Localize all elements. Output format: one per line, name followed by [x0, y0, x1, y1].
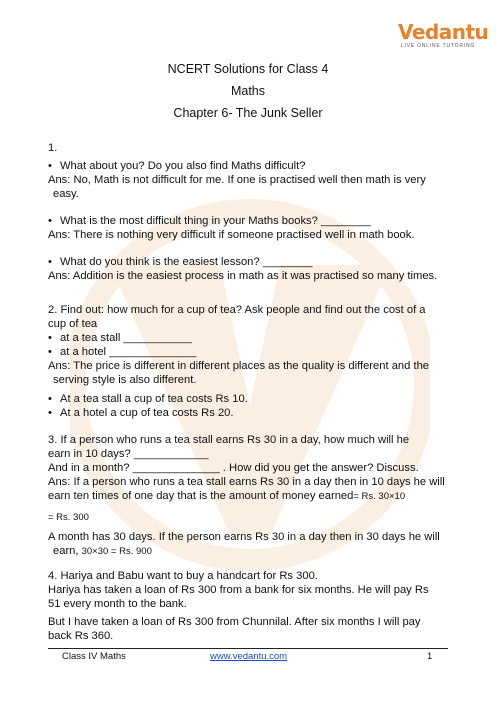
q3-a2-text: earn ten times of one day that is the amount of money earned — [48, 490, 354, 502]
q2-answer-1: Ans: The price is different in different places as the quality is different and the — [48, 360, 430, 372]
q2-c2-text: At a hotel a cup of tea costs Rs 20. — [60, 407, 234, 419]
q4-line-2: Hariya has taken a loan of Rs 300 from a bank for six months. He will pay Rs — [48, 584, 429, 596]
q1-answer-1a: Ans: No, Math is not difficult for me. If one is practised well then math is very — [48, 174, 426, 186]
q1-answer-3: Ans: Addition is the easiest process in math as it was practised so many times. — [48, 270, 438, 282]
q2-b1-text: at a tea stall ___________ — [60, 332, 192, 344]
logo-text: Vedantu — [398, 20, 489, 44]
q1-answer-2: Ans: There is nothing very difficult if someone practised well in math book. — [48, 229, 415, 241]
q3-line-1: 3. If a person who runs a tea stall earns Rs 30 in a day, how much will he — [48, 434, 410, 446]
q1-b1-text: What about you? Do you also find Maths difficult? — [60, 160, 306, 172]
q2-cost-1: • At a tea stall a cup of tea costs Rs 10. — [48, 393, 248, 405]
q2-line-2: cup of tea — [48, 318, 98, 330]
q4-line-1: 4. Hariya and Babu want to buy a handcart for Rs 300. — [48, 570, 318, 582]
footer-page-number: 1 — [427, 651, 433, 662]
footer-link[interactable]: www.vedantu.com — [210, 651, 288, 662]
q2-cost-2: • At a hotel a cup of tea costs Rs 20. — [48, 407, 234, 419]
q3-month-1: A month has 30 days. If the person earns Rs 30 in a day then in 30 days he will — [48, 531, 440, 543]
doc-subject: Maths — [230, 84, 266, 98]
footer-class: Class IV Maths — [62, 651, 126, 662]
q1-b2-text: What is the most difficult thing in your Maths books? ________ — [60, 215, 371, 227]
q3-a2-math: = Rs. 30×10 — [353, 491, 406, 502]
q4-line-3: 51 every month to the bank. — [48, 598, 187, 610]
q1-number: 1. — [48, 142, 58, 154]
q3-m2-math: 30×30 = Rs. 900 — [81, 546, 152, 557]
q3-month-2 — [53, 545, 152, 559]
q2-line-1: 2. Find out: how much for a cup of tea? Ask people and find out the cost of a — [48, 304, 426, 316]
doc-chapter: Chapter 6- The Junk Seller — [173, 106, 323, 120]
doc-title: NCERT Solutions for Class 4 — [167, 62, 329, 76]
q2-answer-2: serving style is also different. — [53, 374, 197, 386]
footer-divider — [48, 648, 448, 649]
q4-line-4: But I have taken a loan of Rs 300 from Chunnilal. After six months I will pay — [48, 616, 421, 628]
q1-answer-1b: easy. — [53, 188, 79, 200]
q1-b3-text: What do you think is the easiest lesson? ________ — [60, 256, 313, 268]
q3-answer-2 — [48, 490, 405, 504]
q3-answer-3-math: = Rs. 300 — [48, 512, 89, 523]
q2-b2-text: at a hotel ______________ — [60, 346, 197, 358]
logo-tagline: LIVE ONLINE TUTORING — [400, 43, 476, 49]
q1-bullet-2: • What is the most difficult thing in your Maths books? ________ — [48, 215, 371, 227]
q3-line-2: earn in 10 days? ____________ — [48, 448, 209, 460]
q3-line-3: And in a month? ______________ . How did you get the answer? Discuss. — [48, 462, 419, 474]
q3-m2-text: earn, — [53, 545, 79, 557]
q1-bullet-3: • What do you think is the easiest lesson? ________ — [48, 256, 313, 268]
q3-answer-1: Ans: If a person who runs a tea stall earns Rs 30 in a day then in 10 days he will — [48, 476, 445, 488]
q1-bullet-1: • What about you? Do you also find Maths difficult? — [48, 160, 306, 172]
q2-bullet-1: • at a tea stall ___________ — [48, 332, 192, 344]
q2-bullet-2: • at a hotel ______________ — [48, 346, 197, 358]
q4-line-5: back Rs 360. — [48, 630, 114, 642]
q2-c1-text: At a tea stall a cup of tea costs Rs 10. — [60, 393, 248, 405]
vedantu-logo[interactable] — [398, 20, 489, 49]
